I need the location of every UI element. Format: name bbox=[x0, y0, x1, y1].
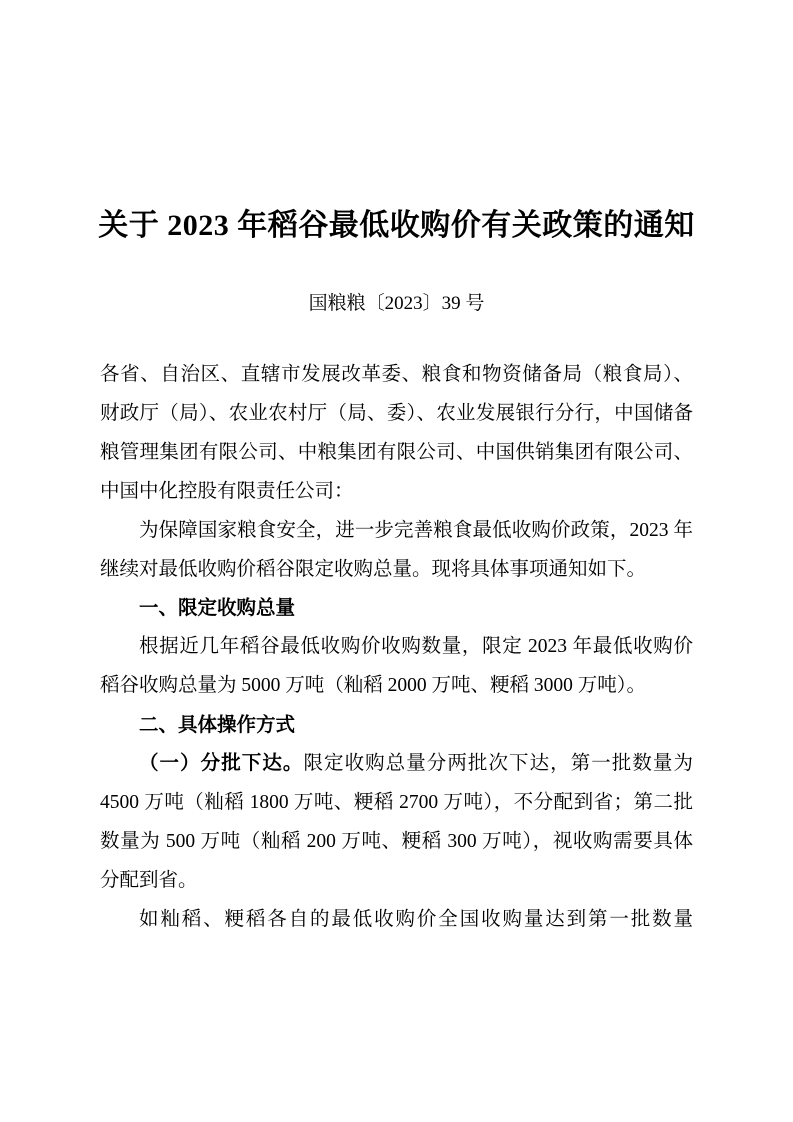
section-heading bbox=[100, 589, 693, 628]
document-title: 关于 2023 年稻谷最低收购价有关政策的通知 bbox=[98, 209, 695, 242]
text-run: （一）分批下达。 bbox=[139, 753, 304, 775]
document-number: 国粮粮〔2023〕39 号 bbox=[308, 293, 485, 314]
text-run: 如籼稻、粳稻各自的最低收购价全国收购量达到第一批数量 bbox=[139, 908, 693, 930]
section-heading bbox=[100, 706, 693, 745]
text-run: 各省、自治区、直辖市发展改革委、粮食和物资储备局（粮食局）、财政厅（局）、农业农村厅（局、委）、农业发展银行分行，中国储备粮管理集团有限公司、中粮集团有限公司、中国供销集团有限公司、中国中化控股有限责任公司： bbox=[100, 364, 693, 502]
paragraph bbox=[100, 628, 693, 706]
document-body bbox=[100, 356, 698, 940]
paragraph bbox=[100, 512, 693, 590]
text-run: 一、限定收购总量 bbox=[139, 597, 296, 620]
text-run: 二、具体操作方式 bbox=[139, 714, 296, 737]
paragraph bbox=[100, 745, 698, 901]
text-run: 为保障国家粮食安全，进一步完善粮食最低收购价政策，2023 年继续对最低收购价稻谷限定收购总量。现将具体事项通知如下。 bbox=[100, 519, 693, 580]
paragraph bbox=[100, 356, 693, 512]
text-run: 限定收购总量分两批次下达，第一批数量为 4500 万吨（籼稻 1800 万吨、粳稻 2700 万吨），不分配到省；第二批数量为 500 万吨（籼稻 200 万吨、粳稻 300 万吨），视收购需要具体分配到省。 bbox=[100, 753, 698, 891]
text-run: 根据近几年稻谷最低收购价收购数量，限定 2023 年最低收购价稻谷收购总量为 5000 万吨（籼稻 2000 万吨、粳稻 3000 万吨）。 bbox=[100, 636, 693, 697]
paragraph bbox=[100, 901, 693, 940]
